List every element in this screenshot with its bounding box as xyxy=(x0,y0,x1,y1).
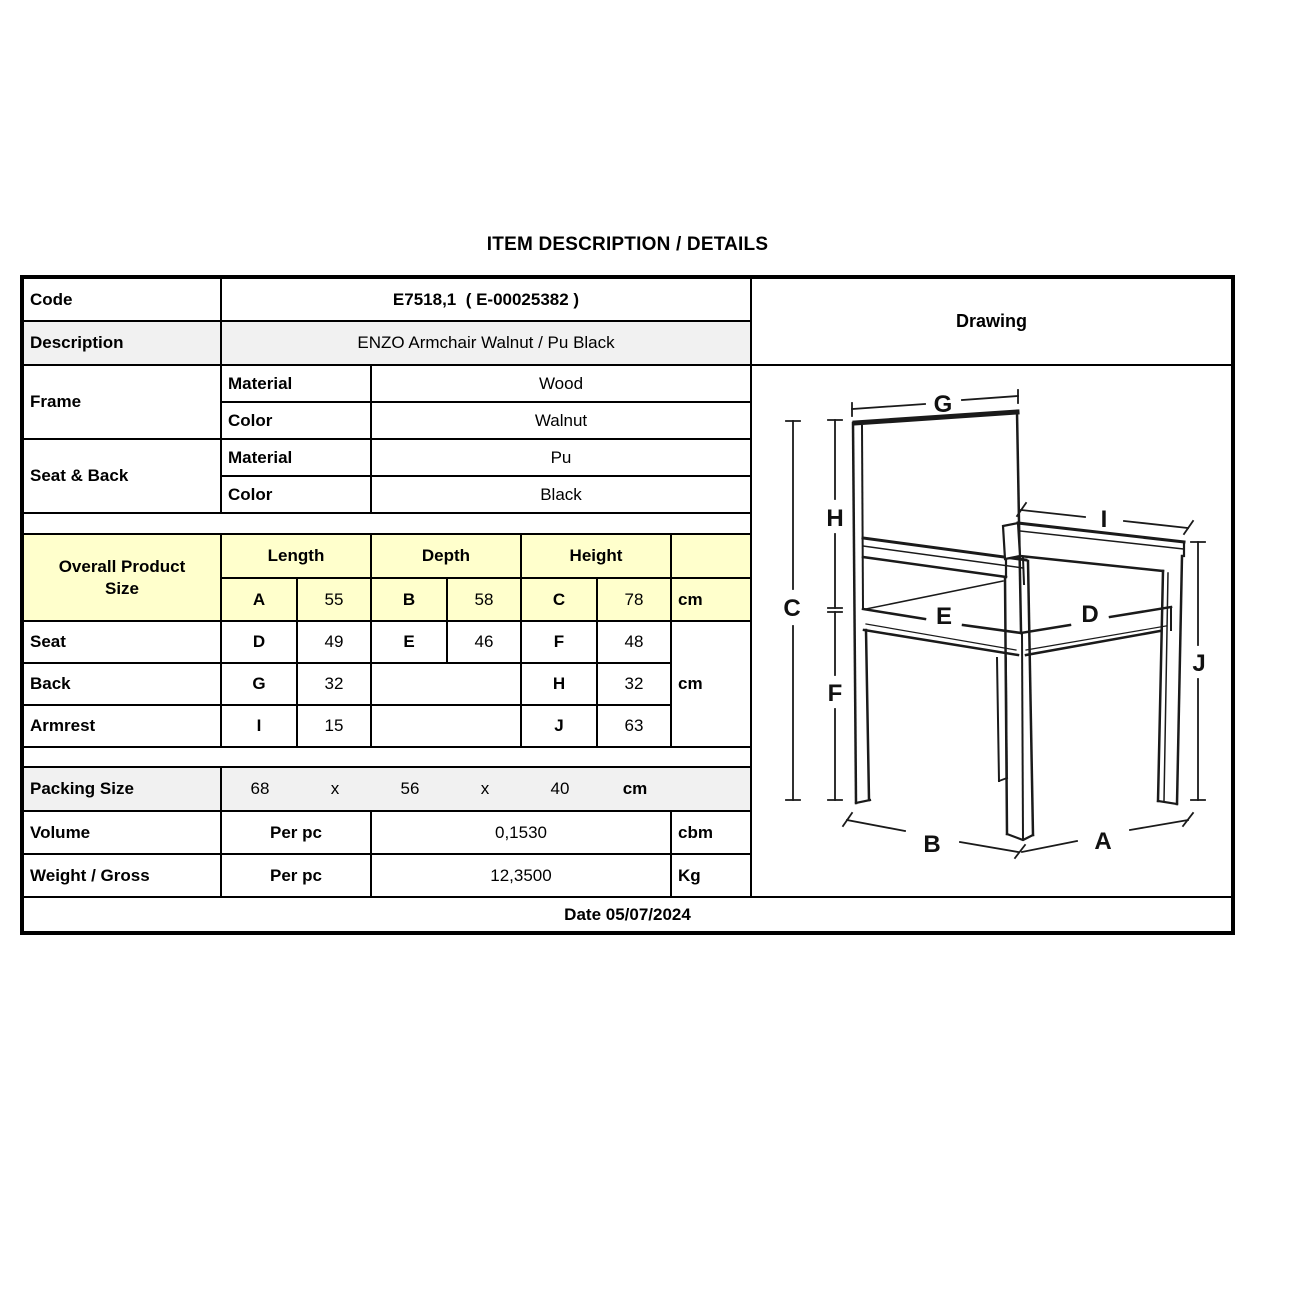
code-value: E7518,1 ( E-00025382 ) xyxy=(222,279,750,320)
spec-table xyxy=(20,275,1235,935)
rear-left-leg-inner xyxy=(866,630,869,800)
drawing-dim-F: F xyxy=(827,680,843,707)
right-armrest-endcap xyxy=(1003,523,1020,559)
dim-h-label: H xyxy=(522,664,596,704)
frame-material-label: Material xyxy=(222,366,370,401)
dim-b-label: B xyxy=(372,579,446,620)
dim-h-value: 32 xyxy=(598,664,670,704)
dim-d-label: D xyxy=(222,622,296,662)
rear-right-leg-inner xyxy=(1006,658,1007,778)
frame-color-label: Color xyxy=(222,403,370,438)
left-armrest-bottom xyxy=(863,557,1006,577)
drawing-dim-H: H xyxy=(826,505,844,532)
code-label: Code xyxy=(24,279,220,320)
empty-unit-cell xyxy=(672,535,750,577)
front-leg-corner-edge xyxy=(1022,633,1023,839)
volume-per-pc: Per pc xyxy=(222,812,370,853)
overall-size-label xyxy=(24,535,220,620)
frame-material-value: Wood xyxy=(372,366,750,401)
packing-unit: cm xyxy=(622,779,648,798)
rear-left-leg-foot xyxy=(856,800,870,803)
size-unit-text: cm xyxy=(678,674,703,693)
volume-unit: cbm xyxy=(672,812,750,853)
description-label: Description xyxy=(24,322,220,364)
dim-b-value: 58 xyxy=(448,579,520,620)
right-leg-outer-edge xyxy=(1177,556,1182,804)
back-row-label: Back xyxy=(24,664,220,704)
drawing-dim-J: J xyxy=(1192,650,1206,677)
rear-right-leg-outer xyxy=(997,658,999,781)
packing-height: 40 xyxy=(550,779,570,798)
right-armrest-bottom xyxy=(1020,556,1163,571)
spacer-row xyxy=(24,748,750,766)
weight-unit: Kg xyxy=(672,855,750,896)
dim-e-value: 46 xyxy=(448,622,520,662)
dim-e-label: E xyxy=(372,622,446,662)
drawing-dim-D: D xyxy=(1081,601,1099,628)
drawing-dim-E: E xyxy=(935,603,953,630)
volume-value: 0,1530 xyxy=(372,812,670,853)
armrest-empty-cell xyxy=(372,706,520,746)
depth-header: Depth xyxy=(372,535,520,577)
front-leg-foot xyxy=(1007,834,1033,840)
dim-i-value: 15 xyxy=(298,706,370,746)
dim-f-value: 48 xyxy=(598,622,670,662)
dim-f-label: F xyxy=(522,622,596,662)
length-header: Length xyxy=(222,535,370,577)
packing-label: Packing Size xyxy=(24,768,220,810)
overall-size-label-line1: Overall Product xyxy=(58,557,186,577)
seatback-material-label: Material xyxy=(222,440,370,475)
weight-per-pc: Per pc xyxy=(222,855,370,896)
packing-x1: x xyxy=(330,779,340,798)
front-leg-right-edge xyxy=(1028,561,1033,835)
size-unit xyxy=(672,622,750,746)
seatback-material-value: Pu xyxy=(372,440,750,475)
seatback-color-label: Color xyxy=(222,477,370,512)
seatback-label: Seat & Back xyxy=(24,440,220,512)
dim-j-value: 63 xyxy=(598,706,670,746)
drawing-dim-B: B xyxy=(923,831,941,858)
dim-c-label: C xyxy=(522,579,596,620)
dim-tick-B-left xyxy=(843,813,852,826)
dim-j-label: J xyxy=(522,706,596,746)
drawing-cell xyxy=(752,366,1231,896)
drawing-dim-A: A xyxy=(1094,828,1112,855)
right-leg-inner-edge xyxy=(1158,571,1163,801)
description-value: ENZO Armchair Walnut / Pu Black xyxy=(222,322,750,364)
seat-apron-right xyxy=(1026,631,1160,655)
back-left-post-inner xyxy=(862,426,863,609)
height-header: Height xyxy=(522,535,670,577)
dim-i-label: I xyxy=(222,706,296,746)
frame-label: Frame xyxy=(24,366,220,438)
overall-size-label-line2: Size xyxy=(104,578,140,598)
weight-label: Weight / Gross xyxy=(24,855,220,896)
spacer-row xyxy=(24,514,750,533)
volume-label: Volume xyxy=(24,812,220,853)
packing-depth: 56 xyxy=(400,779,420,798)
weight-value: 12,3500 xyxy=(372,855,670,896)
back-empty-cell xyxy=(372,664,520,704)
packing-x2: x xyxy=(480,779,490,798)
packing-value xyxy=(222,768,750,810)
page-title: ITEM DESCRIPTION / DETAILS xyxy=(486,234,769,255)
back-left-post-outer xyxy=(853,423,856,803)
dim-g-label: G xyxy=(222,664,296,704)
seatback-color-value: Black xyxy=(372,477,750,512)
right-leg-foot xyxy=(1158,801,1177,804)
dim-c-value: 78 xyxy=(598,579,670,620)
drawing-dim-I: I xyxy=(1100,506,1108,533)
overall-unit: cm xyxy=(672,579,750,620)
dim-a-label: A xyxy=(222,579,296,620)
armrest-row-label: Armrest xyxy=(24,706,220,746)
dim-a-value: 55 xyxy=(298,579,370,620)
drawing-header: Drawing xyxy=(752,279,1231,364)
seat-apron-left xyxy=(864,630,1018,655)
back-right-post-sliver xyxy=(1023,558,1024,584)
drawing-dim-C: C xyxy=(783,595,801,622)
chair-technical-drawing xyxy=(752,366,1231,896)
dim-g-value: 32 xyxy=(298,664,370,704)
frame-color-value: Walnut xyxy=(372,403,750,438)
drawing-dim-G: G xyxy=(933,391,953,418)
date-value: Date 05/07/2024 xyxy=(24,898,1231,931)
seat-row-label: Seat xyxy=(24,622,220,662)
packing-length: 68 xyxy=(250,779,270,798)
dim-d-value: 49 xyxy=(298,622,370,662)
